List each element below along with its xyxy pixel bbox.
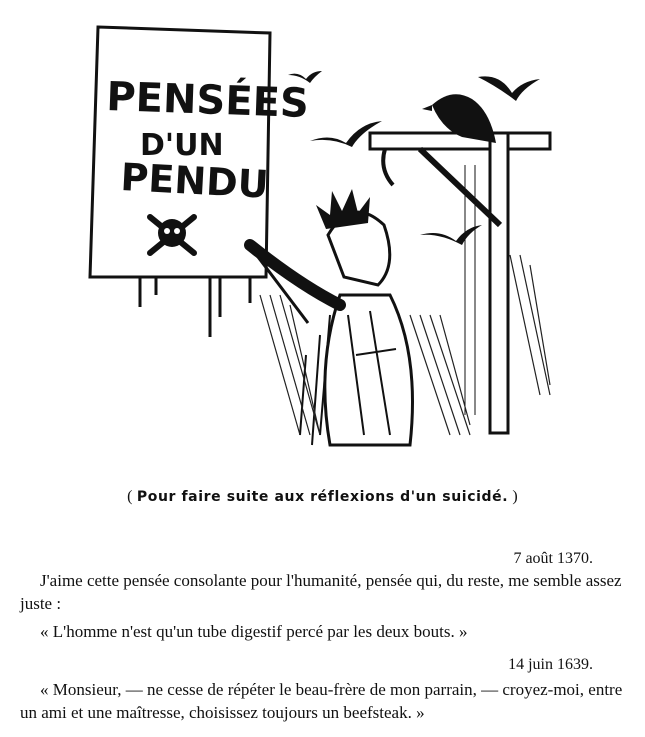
poster-title-line1: PENSÉES [105,74,310,128]
caption [0,488,645,506]
poster [90,27,310,337]
poster-title-line3: PENDU [119,155,270,207]
entry-text: « Monsieur, — ne cesse de répéter le beau-frère de mon parrain, — croyez-moi, entre un ami et une maîtresse, choisissez toujours un beefsteak. » [20,680,623,722]
man-figure [246,189,413,445]
caption-open-paren: ( [127,488,133,505]
illustration [70,15,590,455]
caption-close-paren: ) [512,488,518,505]
entry-date: 7 août 1370. [513,550,593,567]
caption-text: Pour faire suite aux réflexions d'un suicidé. [136,489,509,505]
entry-date: 14 juin 1639. [508,656,593,673]
entry-text: J'aime cette pensée consolante pour l'humanité, pensée qui, du reste, me semble assez juste : [20,571,622,613]
poster-title-line2: D'UN [140,128,224,163]
entry-quote: « L'homme n'est qu'un tube digestif percé par les deux bouts. » [40,622,468,641]
